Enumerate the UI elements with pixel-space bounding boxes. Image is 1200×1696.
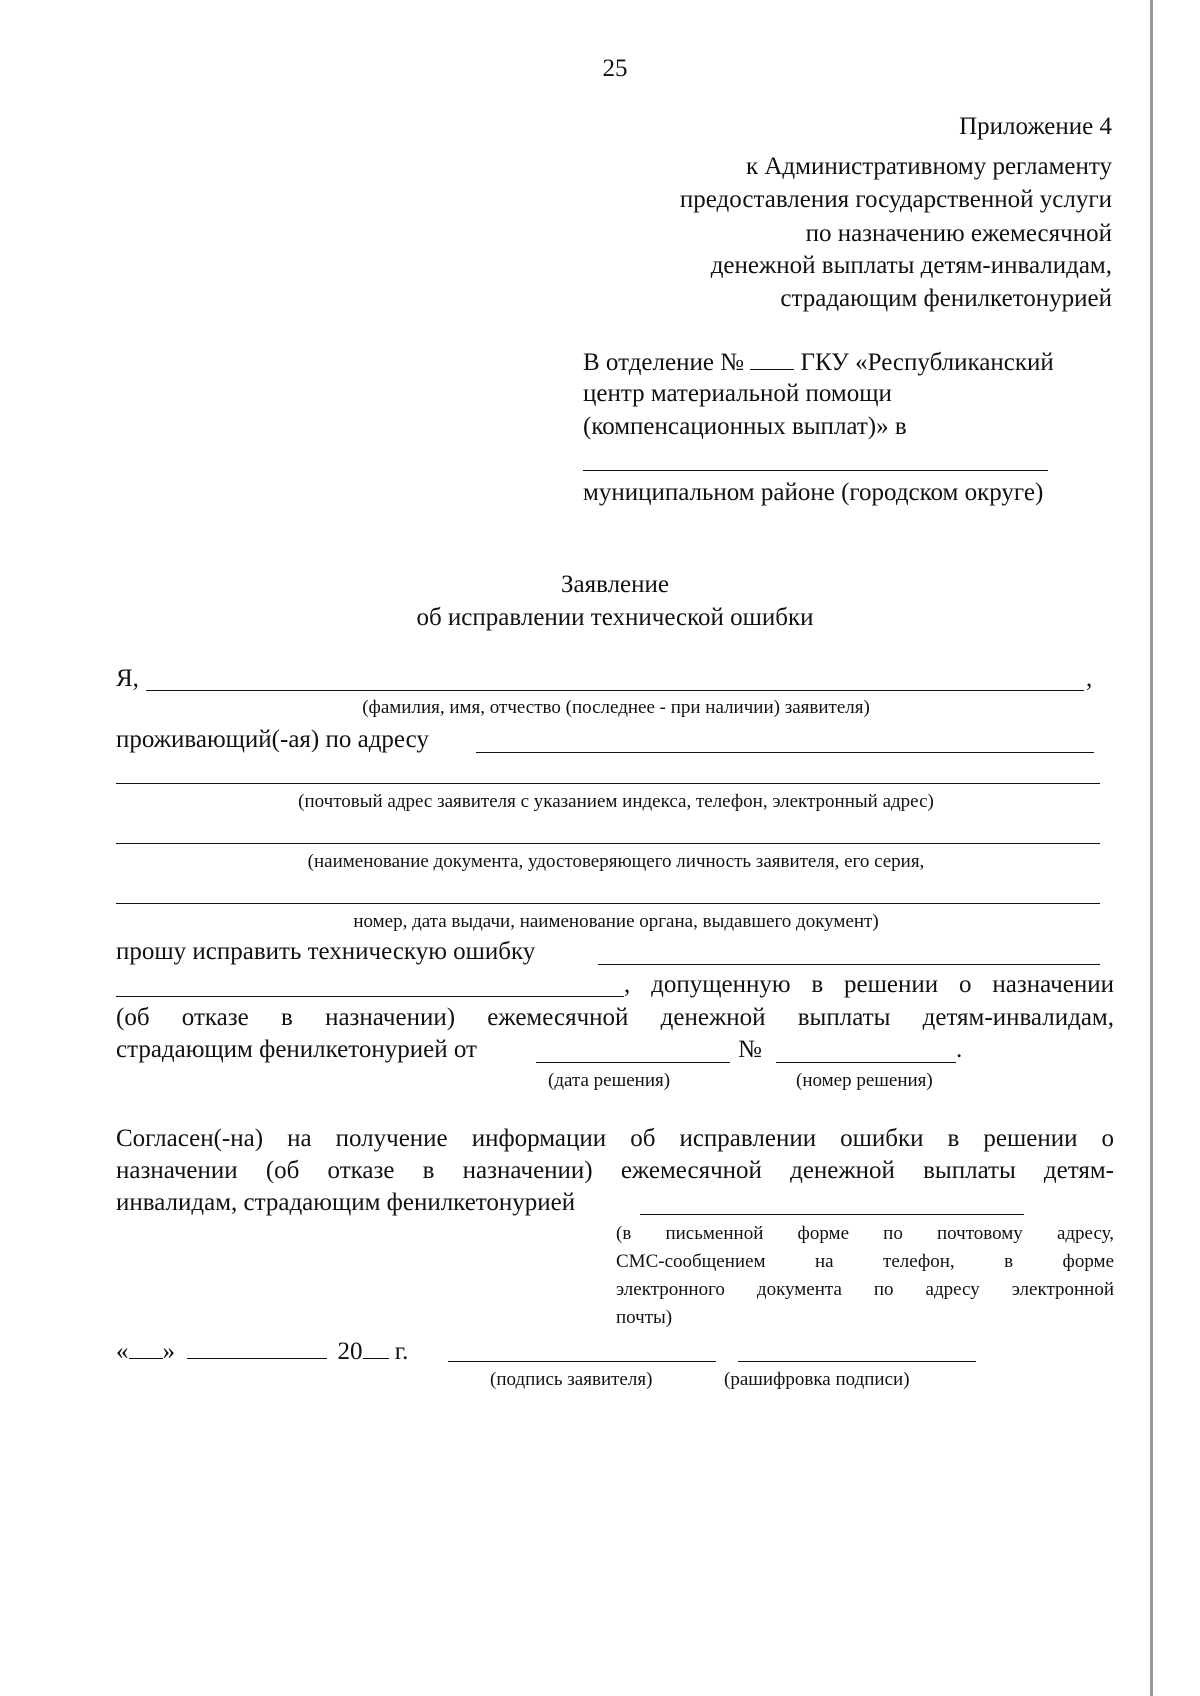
addressee-line-4: муниципальном районе (городском округе) <box>583 479 1044 506</box>
notification-method-field[interactable] <box>640 1214 1024 1215</box>
consent-line-2: назначении (об отказе в назначении) ежемесячной денежной выплаты детям- <box>116 1157 1114 1184</box>
appendix-line-2: к Административному регламенту <box>745 153 1112 180</box>
appendix-line-4: по назначению ежемесячной <box>805 220 1112 247</box>
document-subtitle: об исправлении технической ошибки <box>416 604 814 631</box>
appendix-line-1: Приложение 4 <box>959 113 1112 140</box>
suffering-from-label: страдающим фенилкетонурией от <box>116 1036 477 1063</box>
addressee-line-1 <box>583 347 1054 378</box>
consent-hint-3: электронного документа по адресу электронной <box>616 1279 1114 1300</box>
consent-hint-2: СМС-сообщением на телефон, в форме <box>616 1251 1114 1272</box>
decision-number-field[interactable] <box>776 1062 956 1063</box>
district-field[interactable] <box>583 470 1048 471</box>
department-number-field[interactable] <box>750 347 794 370</box>
request-label: прошу исправить техническую ошибку <box>116 938 536 965</box>
page-number: 25 <box>602 55 628 82</box>
hint-signature: (подпись заявителя) <box>490 1369 653 1390</box>
hint-document-2: номер, дата выдачи, наименование органа, выдавшего документ) <box>353 911 879 932</box>
address-field-1[interactable] <box>476 752 1094 753</box>
number-sign: № <box>738 1036 762 1063</box>
quote-close: » <box>162 1338 175 1365</box>
decision-date-field[interactable] <box>536 1062 730 1063</box>
institution-name: ГКУ «Республиканский <box>800 349 1054 376</box>
applicant-name-field[interactable] <box>146 690 1084 691</box>
document-title: Заявление <box>560 571 670 598</box>
hint-decision-number: (номер решения) <box>796 1070 933 1091</box>
day-field[interactable] <box>129 1336 163 1359</box>
hint-document-1: (наименование документа, удостоверяющего личность заявителя, его серия, <box>307 851 925 872</box>
signature-field[interactable] <box>448 1361 716 1362</box>
appendix-line-3: предоставления государственной услуги <box>679 186 1112 213</box>
appendix-line-5: денежной выплаты детям-инвалидам, <box>710 252 1112 279</box>
hint-signature-decoding: (рашифровка подписи) <box>724 1369 910 1390</box>
hint-decision-date: (дата решения) <box>548 1070 671 1091</box>
technical-error-field-2[interactable] <box>116 996 624 997</box>
period: . <box>956 1036 963 1063</box>
date-line <box>116 1336 408 1367</box>
consent-hint-4: почты) <box>616 1307 673 1328</box>
month-field[interactable] <box>187 1336 327 1359</box>
year-field[interactable] <box>363 1336 389 1359</box>
year-suffix: г. <box>394 1338 409 1365</box>
residing-label: проживающий(-ая) по адресу <box>116 726 429 753</box>
hint-fio: (фамилия, имя, отчество (последнее - при наличии) заявителя) <box>362 697 870 718</box>
addressee-line-2: центр материальной помощи <box>583 380 892 407</box>
appendix-line-6: страдающим фенилкетонурией <box>780 285 1112 312</box>
addressee-line-3: (компенсационных выплат)» в <box>583 413 907 440</box>
id-document-field-1[interactable] <box>116 843 1100 844</box>
refusal-line: (об отказе в назначении) ежемесячной денежной выплаты детям-инвалидам, <box>116 1004 1114 1031</box>
id-document-field-2[interactable] <box>116 903 1100 904</box>
hint-address: (почтовый адрес заявителя с указанием индекса, телефон, электронный адрес) <box>298 791 934 812</box>
department-label: В отделение № <box>583 349 745 376</box>
ya-label: Я, <box>116 665 139 692</box>
address-field-2[interactable] <box>116 783 1100 784</box>
technical-error-field-1[interactable] <box>598 964 1100 965</box>
scan-edge-line <box>1150 0 1153 1696</box>
consent-hint-1: (в письменной форме по почтовому адресу, <box>616 1223 1114 1244</box>
quote-open: « <box>116 1338 129 1365</box>
consent-line-1: Согласен(-на) на получение информации об исправлении ошибки в решении о <box>116 1125 1114 1152</box>
permitted-in-decision-text: , допущенную в решении о назначении <box>624 971 1114 998</box>
consent-line-3: инвалидам, страдающим фенилкетонурией <box>116 1189 576 1216</box>
year-prefix: 20 <box>337 1338 363 1365</box>
comma: , <box>1086 665 1093 692</box>
signature-decoding-field[interactable] <box>738 1361 976 1362</box>
